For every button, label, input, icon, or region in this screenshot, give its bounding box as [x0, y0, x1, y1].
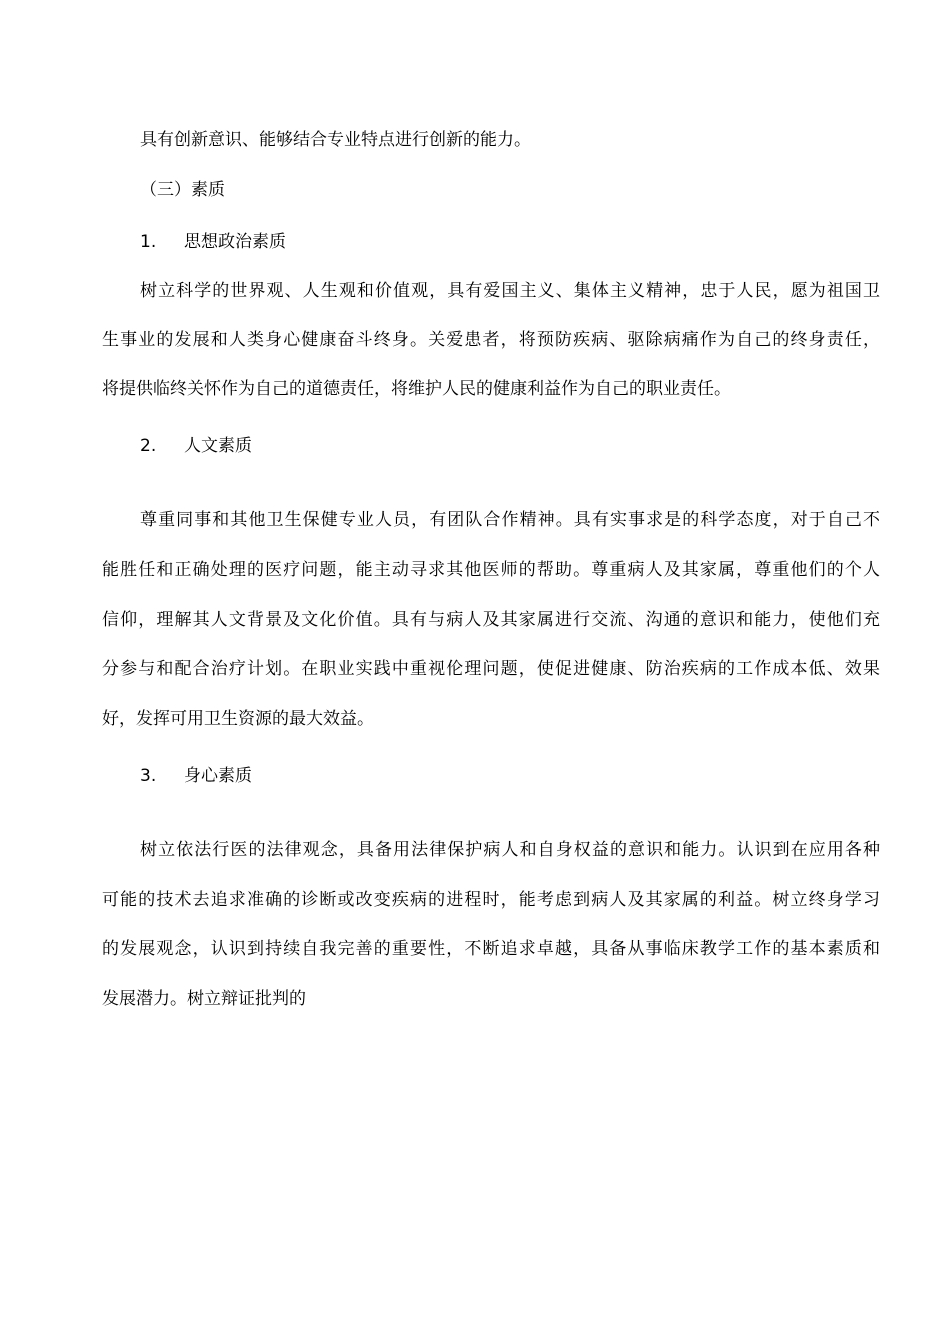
- paragraph-line: 发展潜力。树立辩证批判的: [102, 989, 306, 1009]
- item-number: 2.: [140, 436, 157, 456]
- intro-line: 具有创新意识、能够结合专业特点进行创新的能力。: [140, 130, 531, 150]
- item-number: 1.: [140, 232, 157, 252]
- item-number: 3.: [140, 766, 157, 786]
- paragraph-line: 的发展观念，认识到持续自我完善的重要性，不断追求卓越，具备从事临床教学工作的基本素质和: [102, 939, 880, 959]
- paragraph-line: 将提供临终关怀作为自己的道德责任，将维护人民的健康利益作为自己的职业责任。: [102, 379, 731, 399]
- paragraph-line: 尊重同事和其他卫生保健专业人员，有团队合作精神。具有实事求是的科学态度，对于自己不: [140, 510, 880, 530]
- paragraph-line: 好，发挥可用卫生资源的最大效益。: [102, 709, 374, 729]
- section-heading: （三）素质: [140, 180, 225, 200]
- paragraph-line: 树立依法行医的法律观念，具备用法律保护病人和自身权益的意识和能力。认识到在应用各种: [140, 840, 880, 860]
- paragraph-line: 可能的技术去追求准确的诊断或改变疾病的进程时，能考虑到病人及其家属的利益。树立终身学习: [102, 890, 880, 910]
- paragraph-line: 能胜任和正确处理的医疗问题，能主动寻求其他医师的帮助。尊重病人及其家属，尊重他们的个人: [102, 560, 880, 580]
- item-title: 思想政治素质: [184, 232, 286, 252]
- paragraph-line: 信仰，理解其人文背景及文化价值。具有与病人及其家属进行交流、沟通的意识和能力，使他们充: [102, 610, 880, 630]
- paragraph-line: 生事业的发展和人类身心健康奋斗终身。关爱患者，将预防疾病、驱除病痛作为自己的终身责任，: [102, 330, 880, 350]
- item-title: 身心素质: [184, 766, 252, 786]
- item-title: 人文素质: [184, 436, 252, 456]
- paragraph-line: 分参与和配合治疗计划。在职业实践中重视伦理问题，使促进健康、防治疾病的工作成本低、效果: [102, 659, 880, 679]
- paragraph-line: 树立科学的世界观、人生观和价值观，具有爱国主义、集体主义精神，忠于人民，愿为祖国卫: [140, 281, 880, 301]
